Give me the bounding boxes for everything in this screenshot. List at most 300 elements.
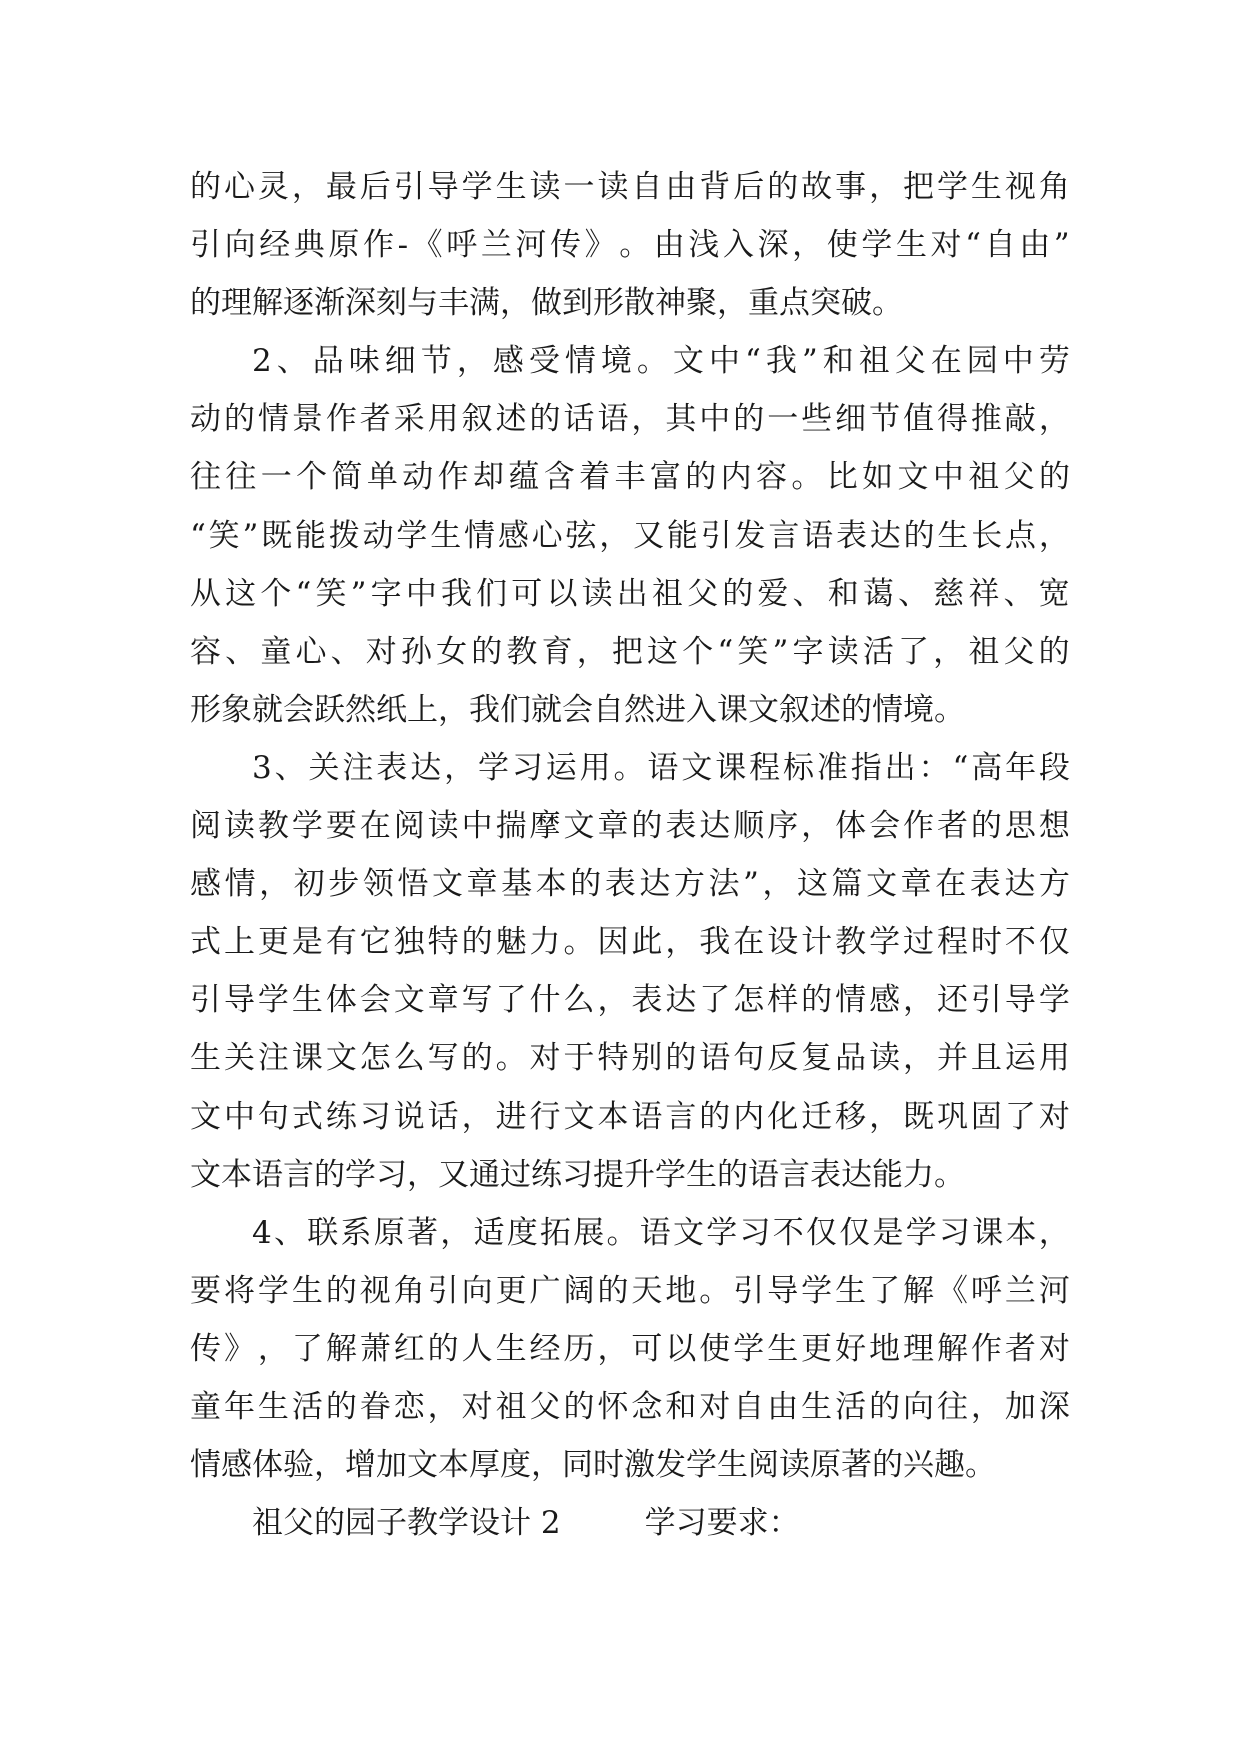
line-char: 读 <box>529 169 561 205</box>
line-char: 的 <box>903 517 935 554</box>
line-char: 后 <box>359 169 391 205</box>
line-char: 高 <box>971 749 1003 786</box>
line-char: 的 <box>325 1388 357 1425</box>
line-char: 的 <box>665 1040 697 1077</box>
line-char: 文 <box>431 866 463 903</box>
line-char: ， <box>257 1330 289 1367</box>
line-char: 《 <box>936 1272 968 1309</box>
text-line <box>190 1029 1070 1087</box>
line-char: 话 <box>427 1098 459 1135</box>
line-char: ” <box>772 633 789 670</box>
line-char: 一 <box>767 401 799 438</box>
line-char: 如 <box>862 459 894 496</box>
line-char: 怎 <box>733 982 765 1019</box>
line-char: 学 <box>706 1214 738 1251</box>
line-char: 出 <box>884 749 916 786</box>
line-char: 加 <box>1004 1388 1036 1425</box>
line-char: 传 <box>190 1330 221 1367</box>
line-char: 领 <box>362 866 394 903</box>
line-char: ， <box>903 1040 935 1077</box>
line-char: 度 <box>506 1214 538 1251</box>
line-char: 引 <box>970 982 1002 1019</box>
line-char: 、 <box>273 1214 305 1251</box>
line-char: 向 <box>903 1388 935 1425</box>
line-char: 童 <box>260 633 292 670</box>
line-char: 比 <box>826 459 858 496</box>
line-char: 的 <box>1039 459 1070 496</box>
line-char: 情 <box>835 982 867 1019</box>
line-char: 有 <box>325 924 357 961</box>
line-char: 年 <box>1005 749 1037 786</box>
line-char: 感 <box>492 343 524 380</box>
line-char: 课 <box>715 749 747 786</box>
line-char: 字 <box>792 633 824 670</box>
line-char: 事 <box>835 169 867 205</box>
line-char: 中 <box>405 575 437 612</box>
line-char: 园 <box>966 343 998 380</box>
line-char: 。 <box>613 749 645 786</box>
line-char: 的 <box>685 459 717 496</box>
line-char: 解 <box>325 1330 357 1367</box>
line-char: 生 <box>767 1330 799 1367</box>
line-char: 、 <box>276 343 308 380</box>
line-char: 味 <box>348 343 380 380</box>
line-char: 我 <box>765 343 797 380</box>
text-line <box>190 1088 1070 1146</box>
line-char: 作 <box>325 401 357 438</box>
line-char: 2 <box>252 343 272 380</box>
line-char: 中 <box>932 459 964 496</box>
line-char: 会 <box>869 808 901 845</box>
line-char: 学 <box>1038 982 1070 1019</box>
line-char: 的 <box>597 1272 629 1309</box>
line-char: 兰 <box>480 227 512 264</box>
line-char: 原 <box>373 1214 405 1251</box>
text-line <box>190 448 1070 506</box>
line-char: 理 <box>903 1330 935 1367</box>
line-char: 要 <box>325 808 357 845</box>
line-char: 。 <box>606 1214 638 1251</box>
line-char: 的 <box>570 866 602 903</box>
line-char: 对 <box>461 1388 493 1425</box>
line-char: 红 <box>393 1330 425 1367</box>
line-char: ， <box>440 1214 472 1251</box>
line-char: 受 <box>528 343 560 380</box>
line-char: 学 <box>936 169 968 205</box>
line-char: ， <box>461 1098 493 1135</box>
line-char: 读 <box>597 169 629 205</box>
line-char: 心 <box>531 517 563 554</box>
line-char: 文 <box>393 982 425 1019</box>
line-char: 视 <box>359 1272 391 1309</box>
line-char: 达 <box>639 866 671 903</box>
line-char: 把 <box>903 169 935 205</box>
line-char: 由 <box>665 169 697 205</box>
line-char: 中 <box>699 401 731 438</box>
line-text: 文本语言的学习，又通过练习提升学生的语言表达能力。 <box>190 1156 965 1193</box>
line-char: 读 <box>427 808 459 845</box>
line-char: 向 <box>224 227 256 264</box>
line-char: 着 <box>579 459 611 496</box>
line-char: 化 <box>767 1098 799 1135</box>
line-char: 要 <box>190 1272 221 1309</box>
line-char: 经 <box>259 227 291 264</box>
line-char: 生 <box>937 517 969 554</box>
line-char: 准 <box>816 749 848 786</box>
line-char: 练 <box>325 1098 357 1135</box>
line-char: 值 <box>903 401 935 438</box>
line-char: 中 <box>708 343 740 380</box>
line-char: 文 <box>563 808 595 845</box>
line-char: 容 <box>190 633 221 670</box>
line-char: 迁 <box>801 1098 833 1135</box>
line-char: 把 <box>611 633 643 670</box>
line-char: 的 <box>631 808 663 845</box>
line-char: 别 <box>631 1040 663 1077</box>
line-char: 我 <box>699 924 731 961</box>
line-char: 学 <box>869 924 901 961</box>
line-char: 学 <box>733 1330 765 1367</box>
line-char: 了 <box>1004 1098 1036 1135</box>
line-char: 解 <box>936 1330 968 1367</box>
line-char: 课 <box>972 1214 1004 1251</box>
line-char: 景 <box>291 401 323 438</box>
line-char: 的 <box>699 1098 731 1135</box>
line-char: 简 <box>331 459 363 496</box>
line-char: 于 <box>563 1040 595 1077</box>
line-char: 祖 <box>495 1388 527 1425</box>
line-char: ， <box>576 633 608 670</box>
line-char: 经 <box>529 1330 561 1367</box>
line-char: 导 <box>1004 982 1036 1019</box>
line-char: ， <box>762 866 794 903</box>
line-char: 采 <box>393 401 425 438</box>
line-char: 河 <box>515 227 547 264</box>
line-char: 典 <box>293 227 325 264</box>
line-char: 联 <box>307 1214 339 1251</box>
line-char: 视 <box>1004 169 1036 205</box>
line-char: 爱 <box>757 575 789 612</box>
line-char: 文 <box>672 343 704 380</box>
line-char: 关 <box>223 1040 255 1077</box>
line-char: ， <box>631 401 663 438</box>
line-char: 因 <box>597 924 629 961</box>
line-char: 了 <box>291 1330 323 1367</box>
line-char: 的 <box>563 1388 595 1425</box>
line-char: 不 <box>1004 924 1036 961</box>
line-char: 以 <box>665 1330 697 1367</box>
line-char: 祖 <box>968 633 1000 670</box>
line-char: 了 <box>699 982 731 1019</box>
line-char: 们 <box>476 575 508 612</box>
line-char: 劳 <box>1038 343 1070 380</box>
line-char: ” <box>350 575 367 612</box>
line-char: 文 <box>672 1214 704 1251</box>
line-char: 习 <box>739 1214 771 1251</box>
line-char: 生 <box>835 1272 867 1309</box>
line-char: 河 <box>1038 1272 1070 1309</box>
line-char: 活 <box>291 1388 323 1425</box>
line-char: 展 <box>573 1214 605 1251</box>
line-char: 巩 <box>936 1098 968 1135</box>
line-char: 、 <box>274 749 306 786</box>
line-char: 推 <box>970 401 1002 438</box>
line-char: ， <box>970 1388 1002 1425</box>
line-char: 》 <box>584 227 616 264</box>
line-char: 。 <box>495 1040 527 1077</box>
line-char: 生 <box>495 169 527 205</box>
line-char: 。 <box>699 1272 731 1309</box>
text-line <box>190 390 1070 448</box>
line-char: 内 <box>733 1098 765 1135</box>
line-char: 这 <box>796 866 828 903</box>
text-line <box>190 623 1070 681</box>
line-char: 含 <box>543 459 575 496</box>
line-char: ， <box>1038 1214 1070 1251</box>
line-char: 表 <box>835 517 867 554</box>
line-char: 感 <box>190 866 221 903</box>
line-char: 关 <box>308 749 340 786</box>
line-char: 运 <box>545 749 577 786</box>
line-char: - <box>397 227 409 264</box>
line-char: 悟 <box>397 866 429 903</box>
line-char: 达 <box>699 808 731 845</box>
line-char: 的 <box>1038 633 1070 670</box>
line-char: 生 <box>291 982 323 1019</box>
line-char: 法 <box>708 866 740 903</box>
line-char: 适 <box>473 1214 505 1251</box>
line-char: 浅 <box>688 227 720 264</box>
line-char: 好 <box>835 1330 867 1367</box>
line-char: 什 <box>529 982 561 1019</box>
line-char: 的 <box>325 1272 357 1309</box>
line-char: 是 <box>291 924 323 961</box>
line-char: 最 <box>325 169 357 205</box>
line-char: 既 <box>261 517 293 554</box>
line-char: 设 <box>767 924 799 961</box>
line-char: 生 <box>495 1330 527 1367</box>
line-char: 笑 <box>315 575 347 612</box>
line-char: 上 <box>223 924 255 961</box>
line-char: 故 <box>801 169 833 205</box>
line-char: 的 <box>190 169 221 205</box>
line-char: 《 <box>411 227 443 264</box>
line-char: 句 <box>733 1040 765 1077</box>
line-char: 表 <box>376 749 408 786</box>
line-char: 拓 <box>539 1214 571 1251</box>
text-line <box>190 971 1070 1029</box>
line-char: 节 <box>420 343 452 380</box>
line-char: 仅 <box>805 1214 837 1251</box>
line-char: ， <box>444 749 476 786</box>
text-line <box>190 158 1070 216</box>
line-char: 体 <box>835 808 867 845</box>
text-line <box>190 274 1070 332</box>
line-char: 。 <box>563 924 595 961</box>
line-char: 摩 <box>529 808 561 845</box>
line-char: 点 <box>1005 517 1037 554</box>
line-char: 情 <box>464 517 496 554</box>
line-char: 童 <box>190 1388 221 1425</box>
line-char: 细 <box>384 343 416 380</box>
line-char: 引 <box>393 169 425 205</box>
line-char: 学 <box>477 749 509 786</box>
text-line <box>190 913 1070 971</box>
text-line <box>190 1146 1070 1204</box>
line-char: 者 <box>1004 1330 1036 1367</box>
line-char: 导 <box>223 982 255 1019</box>
line-char: 的 <box>529 401 561 438</box>
line-char: 广 <box>529 1272 561 1309</box>
line-char: 背 <box>699 169 731 205</box>
line-char: 学 <box>801 1272 833 1309</box>
line-char: 地 <box>869 1330 901 1367</box>
line-char: 篇 <box>831 866 863 903</box>
line-char: “ <box>295 575 312 612</box>
line-char: 是 <box>872 1214 904 1251</box>
line-char: 表 <box>631 982 663 1019</box>
line-char: ： <box>918 749 950 786</box>
line-char: 感 <box>869 982 901 1019</box>
line-char: 话 <box>563 401 595 438</box>
line-char: 语 <box>647 749 679 786</box>
line-char: 运 <box>1004 1040 1036 1077</box>
line-char: 注 <box>342 749 374 786</box>
line-char: 表 <box>665 808 697 845</box>
line-char: 的 <box>461 924 493 961</box>
line-char: 的 <box>970 808 1002 845</box>
line-char: 笑 <box>208 517 240 554</box>
line-char: 中 <box>223 1098 255 1135</box>
line-char: 会 <box>359 982 391 1019</box>
line-char: 达 <box>665 982 697 1019</box>
line-char: 内 <box>720 459 752 496</box>
line-char: 个 <box>682 633 714 670</box>
line-char: ， <box>869 169 901 205</box>
line-char: ， <box>597 982 629 1019</box>
line-char: 的 <box>427 1330 459 1367</box>
line-char: 揣 <box>495 808 527 845</box>
line-char: 一 <box>260 459 292 496</box>
line-char: 说 <box>393 1098 425 1135</box>
line-char: 些 <box>801 401 833 438</box>
line-char: 境 <box>600 343 632 380</box>
line-char: 父 <box>687 575 719 612</box>
line-char: “ <box>717 633 734 670</box>
line-char: 在 <box>733 924 765 961</box>
line-char: 标 <box>782 749 814 786</box>
line-char: 它 <box>359 924 391 961</box>
line-char: 了 <box>869 1272 901 1309</box>
line-char: 。 <box>791 459 823 496</box>
line-char: ” <box>743 866 759 903</box>
line-char: “ <box>952 749 969 786</box>
line-char: 既 <box>903 1098 935 1135</box>
line-char: 固 <box>970 1098 1002 1135</box>
line-char: 的 <box>767 169 799 205</box>
line-char: 父 <box>529 1388 561 1425</box>
line-char: 阔 <box>563 1272 595 1309</box>
line-char: 初 <box>293 866 325 903</box>
line-char: 更 <box>801 1330 833 1367</box>
line-char: 课 <box>291 1040 323 1077</box>
text-line <box>190 797 1070 855</box>
line-char: 中 <box>1002 343 1034 380</box>
line-char: 丰 <box>614 459 646 496</box>
line-char: 引 <box>733 1272 765 1309</box>
line-char: ” <box>1053 227 1070 264</box>
line-char: 往 <box>190 459 221 496</box>
line-char: 文 <box>897 459 929 496</box>
line-char: 步 <box>328 866 360 903</box>
line-char: 的 <box>869 1388 901 1425</box>
line-char: 对 <box>529 1040 561 1077</box>
line-char: 一 <box>563 169 595 205</box>
line-char: 、 <box>898 575 929 612</box>
line-char: 深 <box>1038 1388 1070 1425</box>
line-char: “ <box>190 517 206 554</box>
line-char: 指 <box>850 749 882 786</box>
line-char: 敲 <box>1004 401 1036 438</box>
line-char: 父 <box>894 343 926 380</box>
line-char: 的 <box>801 982 833 1019</box>
line-char: “ <box>965 227 981 264</box>
line-char: 章 <box>466 866 498 903</box>
line-char: 我 <box>440 575 472 612</box>
line-char: 系 <box>340 1214 372 1251</box>
line-char: 孙 <box>400 633 432 670</box>
line-char: 学 <box>461 169 493 205</box>
line-char: 过 <box>903 924 935 961</box>
line-char: 生 <box>257 1388 289 1425</box>
line-char: 读 <box>581 575 613 612</box>
line-char: 并 <box>936 1040 968 1077</box>
line-char: 对 <box>930 227 962 264</box>
line-char: 品 <box>312 343 344 380</box>
line-char: 往 <box>936 1388 968 1425</box>
line-char: 、 <box>1003 575 1035 612</box>
line-char: ， <box>259 866 291 903</box>
line-char: 作 <box>362 227 394 264</box>
line-char: 角 <box>1038 169 1070 205</box>
line-char: 文 <box>563 1098 595 1135</box>
line-char: 读 <box>223 808 255 845</box>
line-char: 学 <box>396 517 428 554</box>
line-char: 在 <box>359 808 391 845</box>
line-char: 引 <box>427 1272 459 1309</box>
line-char: 又 <box>633 517 665 554</box>
line-char: 式 <box>291 1098 323 1135</box>
line-char: 作 <box>903 808 935 845</box>
line-char: “ <box>744 343 761 380</box>
text-line <box>190 739 1070 797</box>
line-char: 笑 <box>737 633 769 670</box>
line-char: 方 <box>1038 866 1070 903</box>
line-char: 呼 <box>970 1272 1002 1309</box>
line-char: 怀 <box>597 1388 629 1425</box>
line-char: 以 <box>546 575 578 612</box>
line-char: 自 <box>733 1388 765 1425</box>
line-char: 导 <box>427 169 459 205</box>
line-char: 学 <box>905 1214 937 1251</box>
line-char: 节 <box>869 401 901 438</box>
line-char: 和 <box>665 1388 697 1425</box>
line-char: 3 <box>252 749 272 786</box>
line-char: 祖 <box>858 343 890 380</box>
line-char: 本 <box>597 1098 629 1135</box>
line-char: 学 <box>257 982 289 1019</box>
line-char: 能 <box>294 517 326 554</box>
